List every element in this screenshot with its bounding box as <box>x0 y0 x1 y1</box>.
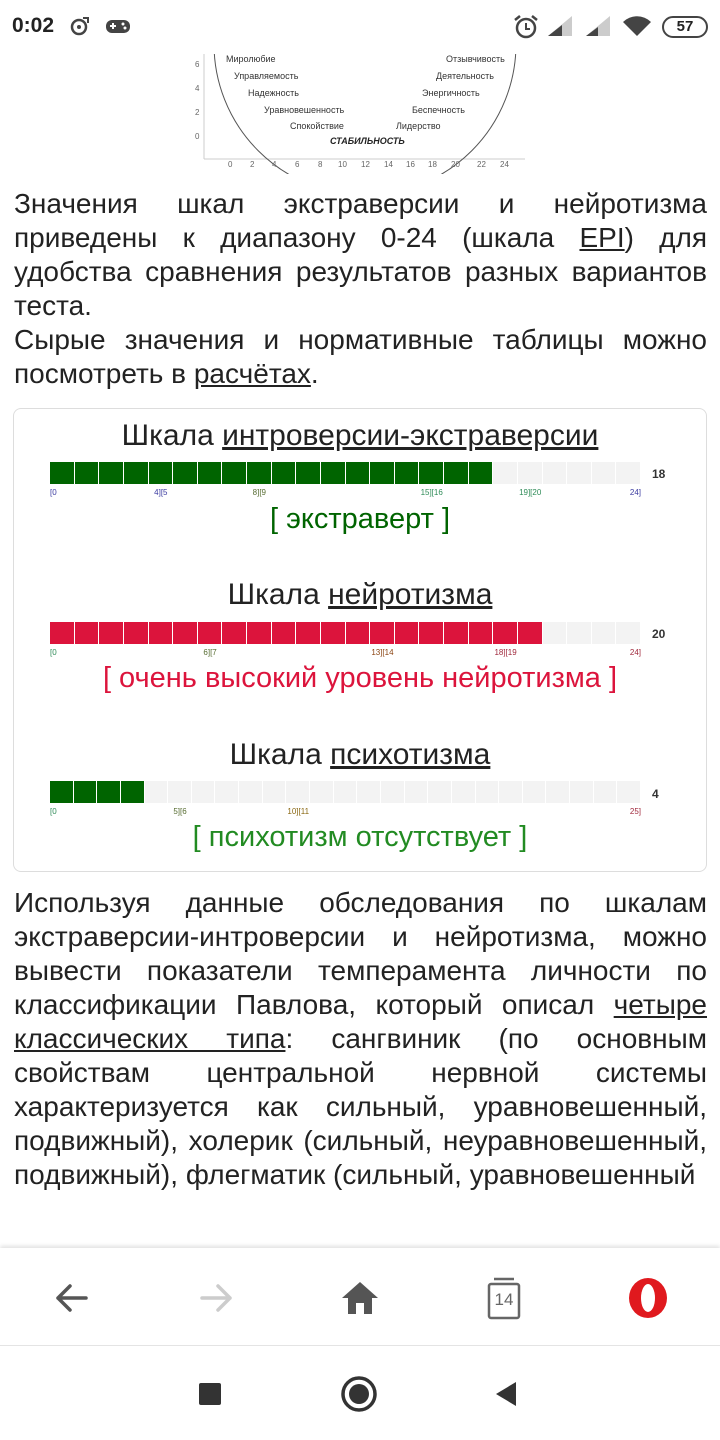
bar-segment <box>334 781 358 803</box>
recents-button[interactable] <box>188 1372 232 1416</box>
bar-segment <box>567 622 592 644</box>
bar-segment <box>247 622 272 644</box>
chart-label: Миролюбие <box>226 54 276 64</box>
scale-title-neuroticism <box>0 578 720 612</box>
home-icon <box>340 1280 380 1316</box>
neuroticism-ticks <box>50 648 641 660</box>
bar-segment <box>381 781 405 803</box>
y-tick: 0 <box>195 132 200 141</box>
paragraph-text: ) для удобства сравнения результатов разных вариантов теста. <box>14 222 707 321</box>
bar-segment <box>370 622 395 644</box>
signal-icon-2 <box>584 14 612 43</box>
circle-icon <box>339 1374 379 1414</box>
system-home-button[interactable] <box>337 1372 381 1416</box>
chart-label: Отзывчивость <box>446 54 505 64</box>
bar-segment <box>50 462 75 484</box>
bar-segment <box>405 781 429 803</box>
neuroticism-link[interactable]: нейротизма <box>328 578 493 611</box>
y-tick: 2 <box>195 108 200 117</box>
scale-title-prefix: Шкала <box>121 419 223 452</box>
bar-segment <box>592 622 617 644</box>
opera-logo-icon <box>626 1276 670 1320</box>
bar-segment <box>145 781 169 803</box>
epi-link[interactable]: EPI <box>579 222 625 253</box>
chart-label: Надежность <box>248 88 299 98</box>
extraversion-link[interactable]: интроверсии-экстраверсии <box>222 419 599 452</box>
bar-segment <box>173 622 198 644</box>
bar-segment <box>493 462 518 484</box>
bar-segment <box>476 781 500 803</box>
scale-tick-label: 24] <box>629 488 641 497</box>
neuroticism-verdict: [ очень высокий уровень нейротизма ] <box>102 662 618 694</box>
bar-segment <box>567 462 592 484</box>
scale-tick-label: 5][6 <box>173 807 187 816</box>
bar-segment <box>543 462 568 484</box>
chart-label: Управляемость <box>234 71 299 81</box>
extraversion-value: 18 <box>652 467 666 481</box>
bar-segment <box>286 781 310 803</box>
chart-label: Спокойствие <box>290 121 344 131</box>
x-tick: 0 <box>228 160 233 169</box>
alarm-icon <box>512 14 540 45</box>
bar-segment <box>543 622 568 644</box>
bar-segment <box>124 462 149 484</box>
bar-segment <box>198 462 223 484</box>
bar-segment <box>272 462 297 484</box>
psychoticism-verdict: [ психотизм отсутствует ] <box>192 821 528 853</box>
forward-arrow-icon <box>198 1282 234 1314</box>
bar-segment <box>493 622 518 644</box>
chart-label: Лидерство <box>396 121 441 131</box>
chart-label: Деятельность <box>436 71 494 81</box>
scale-tick-label: [0 <box>50 648 57 657</box>
bar-segment <box>75 622 100 644</box>
scale-title-extraversion <box>0 419 720 453</box>
bar-segment <box>239 781 263 803</box>
bar-segment <box>75 462 100 484</box>
opera-menu-button[interactable] <box>624 1274 672 1322</box>
bar-segment <box>50 781 74 803</box>
sync-icon <box>68 14 92 43</box>
bar-segment <box>149 622 174 644</box>
bar-segment <box>592 462 617 484</box>
paragraph-text: . <box>310 358 319 389</box>
chart-label: Энергичность <box>422 88 480 98</box>
bar-segment <box>444 462 469 484</box>
scale-title-psychoticism <box>0 738 720 772</box>
x-tick: 16 <box>406 160 415 169</box>
scale-tick-label: 6][7 <box>203 648 217 657</box>
bar-segment <box>168 781 192 803</box>
bar-segment <box>546 781 570 803</box>
bar-segment <box>296 462 321 484</box>
bar-segment <box>99 622 124 644</box>
bar-segment <box>321 622 346 644</box>
home-button[interactable] <box>336 1274 384 1322</box>
chart-label: Уравновешенность <box>264 105 345 115</box>
browser-toolbar <box>0 1248 720 1346</box>
back-arrow-icon <box>54 1282 90 1314</box>
bar-segment <box>74 781 98 803</box>
bar-segment <box>346 462 371 484</box>
square-icon <box>198 1382 222 1406</box>
scale-title-prefix: Шкала <box>229 738 331 771</box>
scale-tick-label: 15][16 <box>420 488 443 497</box>
scale-tick-label: 18][19 <box>494 648 517 657</box>
paragraph-text: Значения шкал экстраверсии и нейротизма приведены к диапазону 0-24 (шкала <box>14 188 707 253</box>
bar-segment <box>469 622 494 644</box>
bar-segment <box>570 781 594 803</box>
bar-segment <box>370 462 395 484</box>
scale-tick-label: 19][20 <box>519 488 542 497</box>
scale-tick-label: 24] <box>629 648 641 657</box>
psychoticism-value: 4 <box>652 787 659 801</box>
x-tick: 20 <box>451 160 460 169</box>
bar-segment <box>149 462 174 484</box>
y-tick: 6 <box>195 60 200 69</box>
bar-segment <box>616 622 641 644</box>
bar-segment <box>444 622 469 644</box>
bar-segment <box>452 781 476 803</box>
bar-segment <box>272 622 297 644</box>
wifi-icon <box>622 14 652 43</box>
scale-title-prefix: Шкала <box>227 578 329 611</box>
calculations-link[interactable]: расчётах <box>193 358 311 389</box>
back-button[interactable] <box>48 1274 96 1322</box>
bar-segment <box>192 781 216 803</box>
bar-segment <box>419 622 444 644</box>
bar-segment <box>124 622 149 644</box>
paragraph-text: Используя данные обследования по шкалам экстраверсии-интроверсии и нейротизма, можно вывести показатели темперамента личности по классификации Павлова, который описал <box>14 887 707 1020</box>
x-tick: 24 <box>500 160 509 169</box>
system-nav-bar <box>0 1346 720 1440</box>
bar-segment <box>499 781 523 803</box>
bar-segment <box>50 622 75 644</box>
temperament-chart-fragment <box>190 44 530 174</box>
scale-tick-label: 8][9 <box>252 488 266 497</box>
bar-segment <box>518 462 543 484</box>
scale-tick-label: 4][5 <box>154 488 168 497</box>
bar-segment <box>296 622 321 644</box>
psychoticism-link[interactable]: психотизма <box>330 738 491 771</box>
x-tick: 18 <box>428 160 437 169</box>
x-tick: 14 <box>384 160 393 169</box>
bar-segment <box>121 781 145 803</box>
paragraph-raw-values <box>14 323 707 391</box>
bar-segment <box>198 622 223 644</box>
bar-segment <box>419 462 444 484</box>
tabs-button[interactable] <box>480 1274 528 1322</box>
four-types-link[interactable]: четыре классических типа <box>14 989 707 1054</box>
extraversion-ticks <box>50 488 641 500</box>
bar-segment <box>395 622 420 644</box>
psychoticism-ticks <box>50 807 641 819</box>
scale-tick-label: 25] <box>629 807 641 816</box>
status-bar <box>0 0 720 54</box>
extraversion-verdict: [ экстраверт ] <box>269 503 451 535</box>
paragraph-text: Сырые значения и нормативные таблицы можно посмотреть в <box>14 324 707 389</box>
bar-segment <box>357 781 381 803</box>
neuroticism-bar <box>50 622 641 644</box>
bar-segment <box>616 462 641 484</box>
triangle-back-icon <box>492 1379 520 1409</box>
bar-segment <box>222 622 247 644</box>
scale-tick-label: [0 <box>50 807 57 816</box>
neuroticism-value: 20 <box>652 627 666 641</box>
extraversion-bar <box>50 462 641 484</box>
battery-indicator: 57 <box>662 16 708 38</box>
forward-button[interactable] <box>192 1274 240 1322</box>
scale-tick-label: 10][11 <box>287 807 310 816</box>
bar-segment <box>310 781 334 803</box>
x-tick: 12 <box>361 160 370 169</box>
scale-tick-label: [0 <box>50 488 57 497</box>
bar-segment <box>263 781 287 803</box>
x-tick: 10 <box>338 160 347 169</box>
clock: 0:02 <box>12 14 55 37</box>
bar-segment <box>395 462 420 484</box>
paragraph-scale-normalization <box>14 187 707 323</box>
paragraph-temperament <box>14 886 707 1192</box>
signal-icon-1 <box>546 14 574 43</box>
chart-label: Беспечность <box>412 105 465 115</box>
y-tick: 4 <box>195 84 200 93</box>
gamepad-icon <box>104 14 132 43</box>
x-tick: 2 <box>250 160 255 169</box>
x-tick: 22 <box>477 160 486 169</box>
x-tick: 6 <box>295 160 300 169</box>
bar-segment <box>469 462 494 484</box>
tabs-count: 14 <box>494 1290 514 1309</box>
chart-axis-title: СТАБИЛЬНОСТЬ <box>330 136 405 146</box>
bar-segment <box>173 462 198 484</box>
x-tick: 4 <box>272 160 277 169</box>
bar-segment <box>247 462 272 484</box>
bar-segment <box>428 781 452 803</box>
psychoticism-bar <box>50 781 641 803</box>
bar-segment <box>321 462 346 484</box>
bar-segment <box>97 781 121 803</box>
paragraph-text: : сангвиник (по основным свойствам центральной нервной системы характеризуется как сильный, уравновешенный, подвижный), холерик (сильный, неуравновешенный, подвижный), флегматик (сильный, уравновешенный <box>14 1023 707 1190</box>
bar-segment <box>215 781 239 803</box>
bar-segment <box>222 462 247 484</box>
system-back-button[interactable] <box>484 1372 528 1416</box>
bar-segment <box>523 781 547 803</box>
x-tick: 8 <box>318 160 323 169</box>
bar-segment <box>594 781 618 803</box>
bar-segment <box>99 462 124 484</box>
bar-segment <box>617 781 641 803</box>
bar-segment <box>346 622 371 644</box>
bar-segment <box>518 622 543 644</box>
scale-tick-label: 13][14 <box>371 648 394 657</box>
